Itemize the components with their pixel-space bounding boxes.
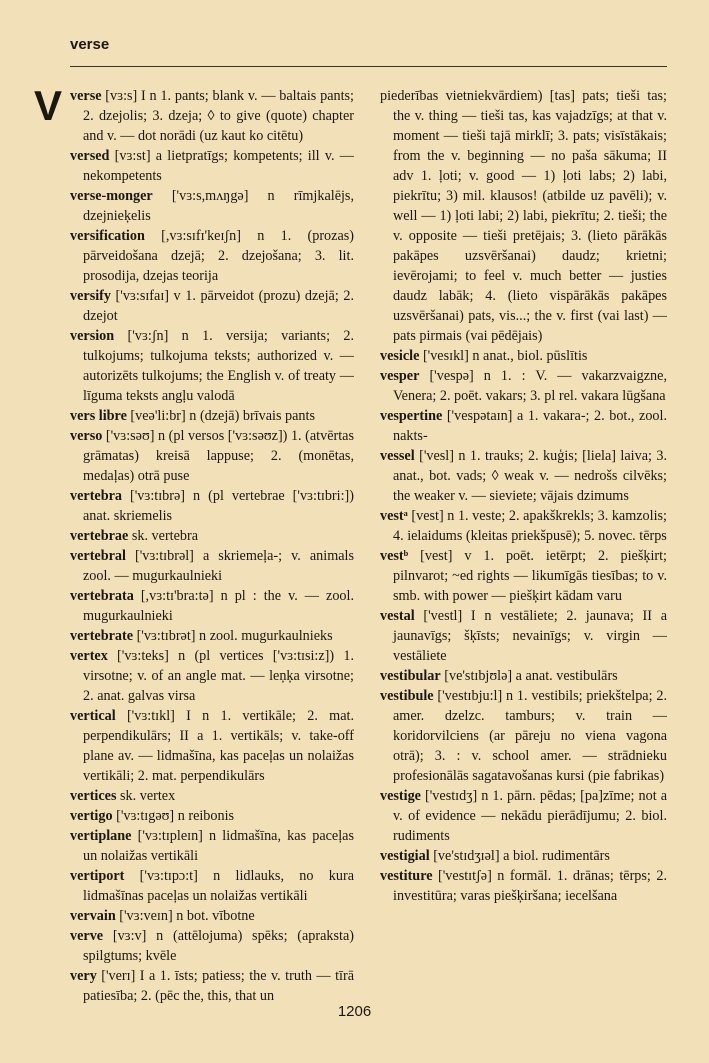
entry: vesicle ['vesɪkl] n anat., biol. pūslītis xyxy=(380,348,588,364)
entry: versification [,vɜ:sɪfɪ'keɪʃn] n 1. (prozas) pārveidošana dzejā; 2. dzejošana; 3. lit. prosodija, dzejas teorija xyxy=(70,228,354,284)
entry: vertical ['vɜ:tɪkl] I n 1. vertikāle; 2. mat. perpendikulārs; II a 1. vertikāls; v. take-off plane av. — lidmašīna, kas paceļas un nolaižas vertikāli; 2. mat. perpendikulārs xyxy=(70,708,354,784)
entry-continuation: piederības vietniekvārdiem) [tas] pats; tieši tas; the v. thing — tieši tas, kas vajadzīgs; at that v. moment — tieši tajā mirklī; 3. pats; visīstākais; from the v. beginning — no paša sākuma; II adv 1. ļoti; v. good — 1) ļoti labs; 2) labi, piekrītu; 3) mil. klausos! (atbilde uz pavēli); v. well — 1) ļoti labi; 2) labi, piekrītu; 2. tieši; the v. opposite — tieši pretējais; 3. (lieto pārākās pakāpes uzsvēršanai) daudz; krietni; ievērojami; to feel v. much better — justies daudz labāk; 4. (lieto vispārākās pakāpes uzsvēršanai) pats, vis...; the v. first (vai last) — pats pirmais (vai pēdējais) xyxy=(380,88,667,344)
entry: vertebrae sk. vertebra xyxy=(70,528,199,544)
entry: vesper ['vespə] n 1. : V. — vakarzvaigzne, Venera; 2. poēt. vakars; 3. pl rel. vakara lūgšana xyxy=(380,368,667,404)
entry: verve [vɜ:v] n (attēlojuma) spēks; (apraksta) spilgtums; kvēle xyxy=(70,928,354,964)
entry: verse-monger ['vɜ:s,mʌŋgə] n rīmjkalējs, dzejnieķelis xyxy=(70,188,354,224)
entry: vertices sk. vertex xyxy=(70,788,176,804)
entry: versify ['vɜ:sɪfaɪ] v 1. pārveidot (prozu) dzejā; 2. dzejot xyxy=(70,288,354,324)
entry: versed [vɜ:st] a lietpratīgs; kompetents; ill v. — nekompetents xyxy=(70,148,354,184)
entry: vessel ['vesl] n 1. trauks; 2. kuģis; [liela] laiva; 3. anat., bot. vads; ◊ weak v. — nedrošs cilvēks; the weaker v. — sieviete; vājais dzimums xyxy=(380,448,667,504)
entry: verse [vɜ:s] I n 1. pants; blank v. — baltais pants; 2. dzejolis; 3. dzeja; ◊ to give (quote) chapter and v. — dot norādi (uz kaut ko citētu) xyxy=(70,88,354,144)
entry: vertebral ['vɜ:tɪbrəl] a skriemeļa-; v. animals zool. — mugurkaulnieki xyxy=(70,548,354,584)
column-left xyxy=(70,86,354,1006)
entry: vestal ['vestl] I n vestāliete; 2. jaunava; II a jaunavīgs; šķīsts; nevainīgs; v. virgin — vestāliete xyxy=(380,608,667,664)
column-right xyxy=(380,86,667,906)
entry: very ['verɪ] I a 1. īsts; patiess; the v. truth — tīrā patiesība; 2. (pēc the, this, that un xyxy=(70,968,354,1004)
entry: vestᵇ [vest] v 1. poēt. ietērpt; 2. piešķirt; pilnvarot; ~ed rights — likumīgās tiesības; to v. smb. with power — piešķirt kādam varu xyxy=(380,548,667,604)
entry: vervain ['vɜ:veɪn] n bot. vībotne xyxy=(70,908,255,924)
entry: vertex ['vɜ:teks] n (pl vertices ['vɜ:tɪsi:z]) 1. virsotne; v. of an angle mat. — leņķa virsotne; 2. anat. galvas virsa xyxy=(70,648,354,704)
entry: vespertine ['vespətaɪn] a 1. vakara-; 2. bot., zool. nakts- xyxy=(380,408,667,444)
entry: vertiplane ['vɜ:tɪpleɪn] n lidmašīna, kas paceļas un nolaižas vertikāli xyxy=(70,828,354,864)
header-rule xyxy=(70,66,667,67)
entry: vestige ['vestɪdʒ] n 1. pārn. pēdas; [pa]zīme; not a v. of evidence — nekādu pierādījumu; 2. biol. rudiments xyxy=(380,788,667,844)
entry: vertigo ['vɜ:tɪgəʊ] n reibonis xyxy=(70,808,235,824)
entry: vertiport ['vɜ:tɪpɔ:t] n lidlauks, no kura lidmašīnas paceļas un nolaižas vertikāli xyxy=(70,868,354,904)
entry: vestibule ['vestɪbju:l] n 1. vestibils; priekštelpa; 2. amer. dzelzc. tamburs; v. train — koridorvilciens (ar pāreju no viena vagona otrā); 3. : v. school amer. — strādnieku profesionālās sagatavošanas kursi (pie fabrikas) xyxy=(380,688,667,784)
entry: vestiture ['vestɪtʃə] n formāl. 1. drānas; tērps; 2. investitūra; varas piešķiršana; iecelšana xyxy=(380,868,667,904)
entry: vestigial [ve'stɪdʒɪəl] a biol. rudimentārs xyxy=(380,848,610,864)
entry: verso ['vɜ:səʊ] n (pl versos ['vɜ:səʊz]) 1. (atvērtas grāmatas) kreisā lappuse; 2. (monētas, medaļas) otrā puse xyxy=(70,428,354,484)
section-letter: V xyxy=(34,82,63,129)
entry: vertebrata [,vɜ:tɪ'bra:tə] n pl : the v. — zool. mugurkaulnieki xyxy=(70,588,354,624)
running-head: verse xyxy=(70,36,110,53)
entry: vertebrate ['vɜ:tɪbrət] n zool. mugurkaulnieks xyxy=(70,628,333,644)
page-number: 1206 xyxy=(337,1003,372,1020)
entry: version ['vɜ:ʃn] n 1. versija; variants; 2. tulkojums; tulkojuma teksts; authorized v. — autorizēts tulkojums; the English v. of treaty — līguma teksts angļu valodā xyxy=(70,328,354,404)
entry: vers libre [veə'li:br] n (dzejā) brīvais pants xyxy=(70,408,315,424)
entry: vestᵃ [vest] n 1. veste; 2. apakškrekls; 3. kamzolis; 4. ielaidums (kleitas priekšpusē); 5. novec. tērps xyxy=(380,508,667,544)
entry: vestibular [ve'stɪbjʊlə] a anat. vestibulārs xyxy=(380,668,618,684)
entry: vertebra ['vɜ:tɪbrə] n (pl vertebrae ['vɜ:tɪbri:]) anat. skriemelis xyxy=(70,488,354,524)
